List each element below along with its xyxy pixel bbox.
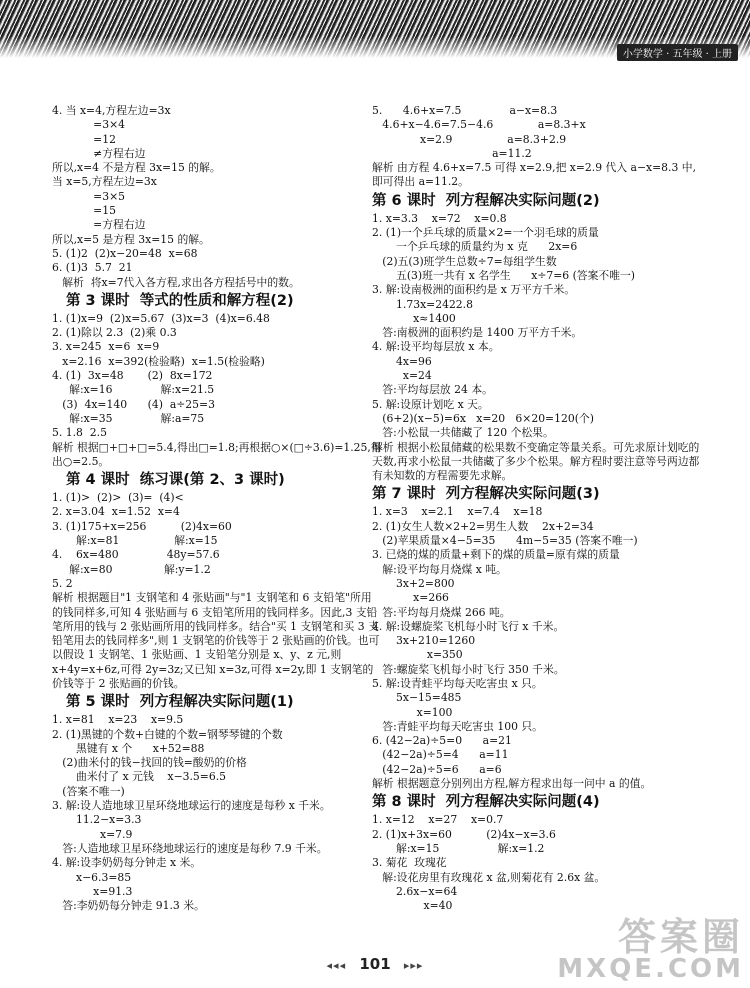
answer-line: 黑键有 x 个 x+52=88 — [52, 741, 205, 755]
lesson-heading: 第 6 课时 列方程解决实际问题(2) — [372, 192, 600, 209]
answer-line: (2)五(3)班学生总数÷7=每组学生数 — [372, 254, 557, 268]
answer-line: (42−2a)÷5=6 a=6 — [372, 762, 502, 776]
watermark-line-2: MXQE.COM — [557, 954, 744, 984]
answer-line: 1. x=3.3 x=72 x=0.8 — [372, 211, 507, 225]
lesson-heading: 第 4 课时 练习课(第 2、3 课时) — [66, 472, 285, 489]
answer-line: 3. 已烧的煤的质量+剩下的煤的质量=原有煤的质量 — [372, 548, 620, 562]
answer-line: 解:x=15 解:x=1.2 — [372, 841, 545, 855]
right-column — [372, 104, 702, 913]
answer-line: =3×5 — [52, 189, 126, 203]
answer-line: 1. x=12 x=27 x=0.7 — [372, 813, 504, 827]
answer-line: x≈1400 — [372, 311, 456, 325]
answer-line: 答:螺旋桨飞机每小时飞行 350 千米。 — [372, 662, 565, 676]
answer-line: x=350 — [372, 648, 463, 662]
answer-line: 5. 4.6+x=7.5 a−x=8.3 — [372, 104, 558, 117]
answer-line: x−6.3=85 — [52, 870, 132, 884]
watermark-line-1: 答案圈 — [617, 915, 744, 959]
answer-line: =3×4 — [52, 118, 126, 132]
answer-line: 解析 将x=7代入各方程,求出各方程括号中的数。 — [52, 275, 300, 289]
answer-line: 答:南极洲的面积约是 1400 万平方千米。 — [372, 326, 583, 340]
answer-line: 解析 根据题目"1 支钢笔和 4 张贴画"与"1 支钢笔和 6 支铅笔"所用的钱同样多,可知 4 张贴画与 6 支铅笔所用的钱同样多。因此,3 支铅笔所用的钱与 2 张贴画所用的钱同样多。结合"买 1 支钢笔和买 3 支铅笔用去的钱同样多",则 1 支钢笔的价钱等于 2 张贴画的价钱。也可以假设 1 支钢笔、1 张贴画、1 支铅笔分别是 x、y、z 元,则 x+4y=x+6z,可得 2y=3z;又已知 x=3z,可得 x=2y,即 1 支钢笔的价钱等于 2 张贴画的价钱。 — [52, 591, 380, 690]
answer-line: ≠方程右边 — [52, 146, 146, 160]
header-corner-tag: 小学数学 · 五年级 · 上册 — [617, 44, 738, 61]
answer-line: 3. 解:设南极洲的面积约是 x 万平方千米。 — [372, 283, 576, 297]
answer-line: 6. (42−2a)÷5=0 a=21 — [372, 734, 512, 748]
answer-line: 3. 解:设人造地球卫星环绕地球运行的速度是每秒 x 千米。 — [52, 799, 331, 813]
watermark — [557, 915, 744, 984]
answer-line: 2. (1)x+3x=60 (2)4x−x=3.6 — [372, 827, 556, 841]
answer-line: 1. x=3 x=2.1 x=7.4 x=18 — [372, 505, 543, 519]
answer-line: (42−2a)÷5=4 a=11 — [372, 748, 509, 762]
answer-line: 2. (1)女生人数×2+2=男生人数 2x+2=34 — [372, 519, 594, 533]
answer-line: x=100 — [372, 705, 453, 719]
answer-line: 4. 解:设李奶奶每分钟走 x 米。 — [52, 856, 202, 870]
answer-line: 解:x=35 解:a=75 — [52, 411, 205, 425]
answer-line: 答:李奶奶每分钟走 91.3 米。 — [52, 899, 205, 913]
answer-line: =方程右边 — [52, 218, 146, 232]
answer-line: x=91.3 — [52, 884, 133, 898]
left-column — [52, 104, 382, 913]
answer-line: 当 x=5,方程左边=3x — [52, 175, 157, 189]
answer-line: 1. (1)> (2)> (3)= (4)< — [52, 491, 184, 505]
answer-line: 5. 2 — [52, 576, 73, 590]
answer-line: =15 — [52, 204, 116, 218]
answer-line: x=40 — [372, 899, 453, 913]
answer-line: 答:人造地球卫星环绕地球运行的速度是每秒 7.9 千米。 — [52, 841, 328, 855]
answer-line: x=7.9 — [52, 827, 133, 841]
answer-line: (2)曲米付的钱−找回的钱=酸奶的价格 — [52, 756, 247, 770]
answer-line: 4.6+x−4.6=7.5−4.6 a=8.3+x — [372, 118, 586, 132]
lesson-heading: 第 7 课时 列方程解决实际问题(3) — [372, 486, 600, 503]
answer-line: 答:青蛙平均每天吃害虫 100 只。 — [372, 719, 543, 733]
lesson-heading: 第 5 课时 列方程解决实际问题(1) — [66, 694, 294, 711]
lesson-heading: 第 8 课时 列方程解决实际问题(4) — [372, 794, 600, 811]
answer-line: 解析 根据□+□+□=5.4,得出□=1.8;再根据○×(□÷3.6)=1.25,得出○=2.5。 — [52, 440, 382, 468]
answer-line: 5x−15=485 — [372, 691, 462, 705]
answer-line: x=2.9 a=8.3+2.9 — [372, 132, 567, 146]
answer-line: 五(3)班一共有 x 名学生 x÷7=6 (答案不唯一) — [372, 268, 635, 282]
answer-line: (3) 4x=140 (4) a÷25=3 — [52, 397, 215, 411]
answer-line: 答:平均每层放 24 本。 — [372, 383, 493, 397]
answer-line: 2. (1)除以 2.3 (2)乘 0.3 — [52, 326, 177, 340]
answer-line: (6+2)(x−5)=6x x=20 6×20=120(个) — [372, 411, 594, 425]
answer-line: (2)苹果质量×4−5=35 4m−5=35 (答案不唯一) — [372, 534, 638, 548]
answer-line: 4. 当 x=4,方程左边=3x — [52, 104, 171, 117]
answer-line: 答:平均每月烧煤 266 吨。 — [372, 605, 511, 619]
answer-line: 3. x=245 x=6 x=9 — [52, 340, 160, 354]
answer-line: 1. (1)x=9 (2)x=5.67 (3)x=3 (4)x=6.48 — [52, 311, 270, 325]
answer-line: 1.73x=2422.8 — [372, 297, 473, 311]
answer-line: (答案不唯一) — [52, 784, 125, 798]
answer-line: 3. 菊花 玫瑰花 — [372, 856, 447, 870]
answer-line: 解析 由方程 4.6+x=7.5 可得 x=2.9,把 x=2.9 代入 a−x=8.3 中,即可得出 a=11.2。 — [372, 161, 697, 189]
answer-line: 所以,x=4 不是方程 3x=15 的解。 — [52, 161, 221, 175]
answer-line: 4. 6x=480 48y=57.6 — [52, 548, 220, 562]
answer-line: 解:x=80 解:y=1.2 — [52, 562, 211, 576]
answer-line: 5. 解:设青蛙平均每天吃害虫 x 只。 — [372, 676, 543, 690]
page-number: 101 — [359, 955, 391, 973]
answer-line: x=266 — [372, 591, 449, 605]
answer-line: 解:x=16 解:x=21.5 — [52, 383, 215, 397]
answer-line: 一个乒乓球的质量约为 x 克 2x=6 — [372, 240, 578, 254]
answer-line: 4. (1) 3x=48 (2) 8x=172 — [52, 369, 213, 383]
answer-line: 2. x=3.04 x=1.52 x=4 — [52, 505, 180, 519]
answer-line: 3x+210=1260 — [372, 634, 476, 648]
answer-line: 2. (1)黑键的个数+白键的个数=钢琴琴键的个数 — [52, 727, 283, 741]
answer-line: =12 — [52, 132, 116, 146]
answer-line: 5. 解:设原计划吃 x 天。 — [372, 397, 489, 411]
answer-line: 3x+2=800 — [372, 576, 455, 590]
answer-line: x=2.16 x=392(检验略) x=1.5(检验略) — [52, 354, 265, 368]
next-arrows-icon: ▸▸▸ — [403, 959, 424, 972]
answer-line: 2. (1)一个乒乓球的质量×2=一个羽毛球的质量 — [372, 226, 599, 240]
answer-line: 解:设花房里有玫瑰花 x 盆,则菊花有 2.6x 盆。 — [372, 870, 606, 884]
answer-line: 4. 解:设螺旋桨飞机每小时飞行 x 千米。 — [372, 619, 565, 633]
answer-line: a=11.2 — [372, 146, 532, 160]
answer-line: 4. 解:设平均每层放 x 本。 — [372, 340, 500, 354]
answer-line: x=24 — [372, 369, 432, 383]
answer-line: 解:设平均每月烧煤 x 吨。 — [372, 562, 507, 576]
answer-line: 答:小松鼠一共储藏了 120 个松果。 — [372, 426, 554, 440]
answer-line: 解析 根据小松鼠储藏的松果数不变确定等量关系。可先求原计划吃的天数,再求小松鼠一共储藏了多少个松果。解方程时要注意等号两边都有未知数的方程需要先求解。 — [372, 440, 700, 483]
answer-line: 2.6x−x=64 — [372, 884, 458, 898]
answer-line: 解:x=81 解:x=15 — [52, 534, 218, 548]
answer-line: 曲米付了 x 元钱 x−3.5=6.5 — [52, 770, 227, 784]
answer-line: 3. (1)175+x=256 (2)4x=60 — [52, 519, 232, 533]
answer-line: 所以,x=5 是方程 3x=15 的解。 — [52, 232, 210, 246]
answer-line: 6. (1)3 5.7 21 — [52, 261, 133, 275]
answer-line: 1. x=81 x=23 x=9.5 — [52, 713, 184, 727]
lesson-heading: 第 3 课时 等式的性质和解方程(2) — [66, 292, 294, 309]
answer-line: 解析 根据题意分别列出方程,解方程求出每一问中 a 的值。 — [372, 777, 652, 791]
answer-line: 5. 1.8 2.5 — [52, 426, 107, 440]
answer-line: 11.2−x=3.3 — [52, 813, 142, 827]
prev-arrows-icon: ◂◂◂ — [326, 959, 347, 972]
answer-line: 5. (1)2 (2)x−20=48 x=68 — [52, 246, 198, 260]
answer-line: 4x=96 — [372, 354, 432, 368]
